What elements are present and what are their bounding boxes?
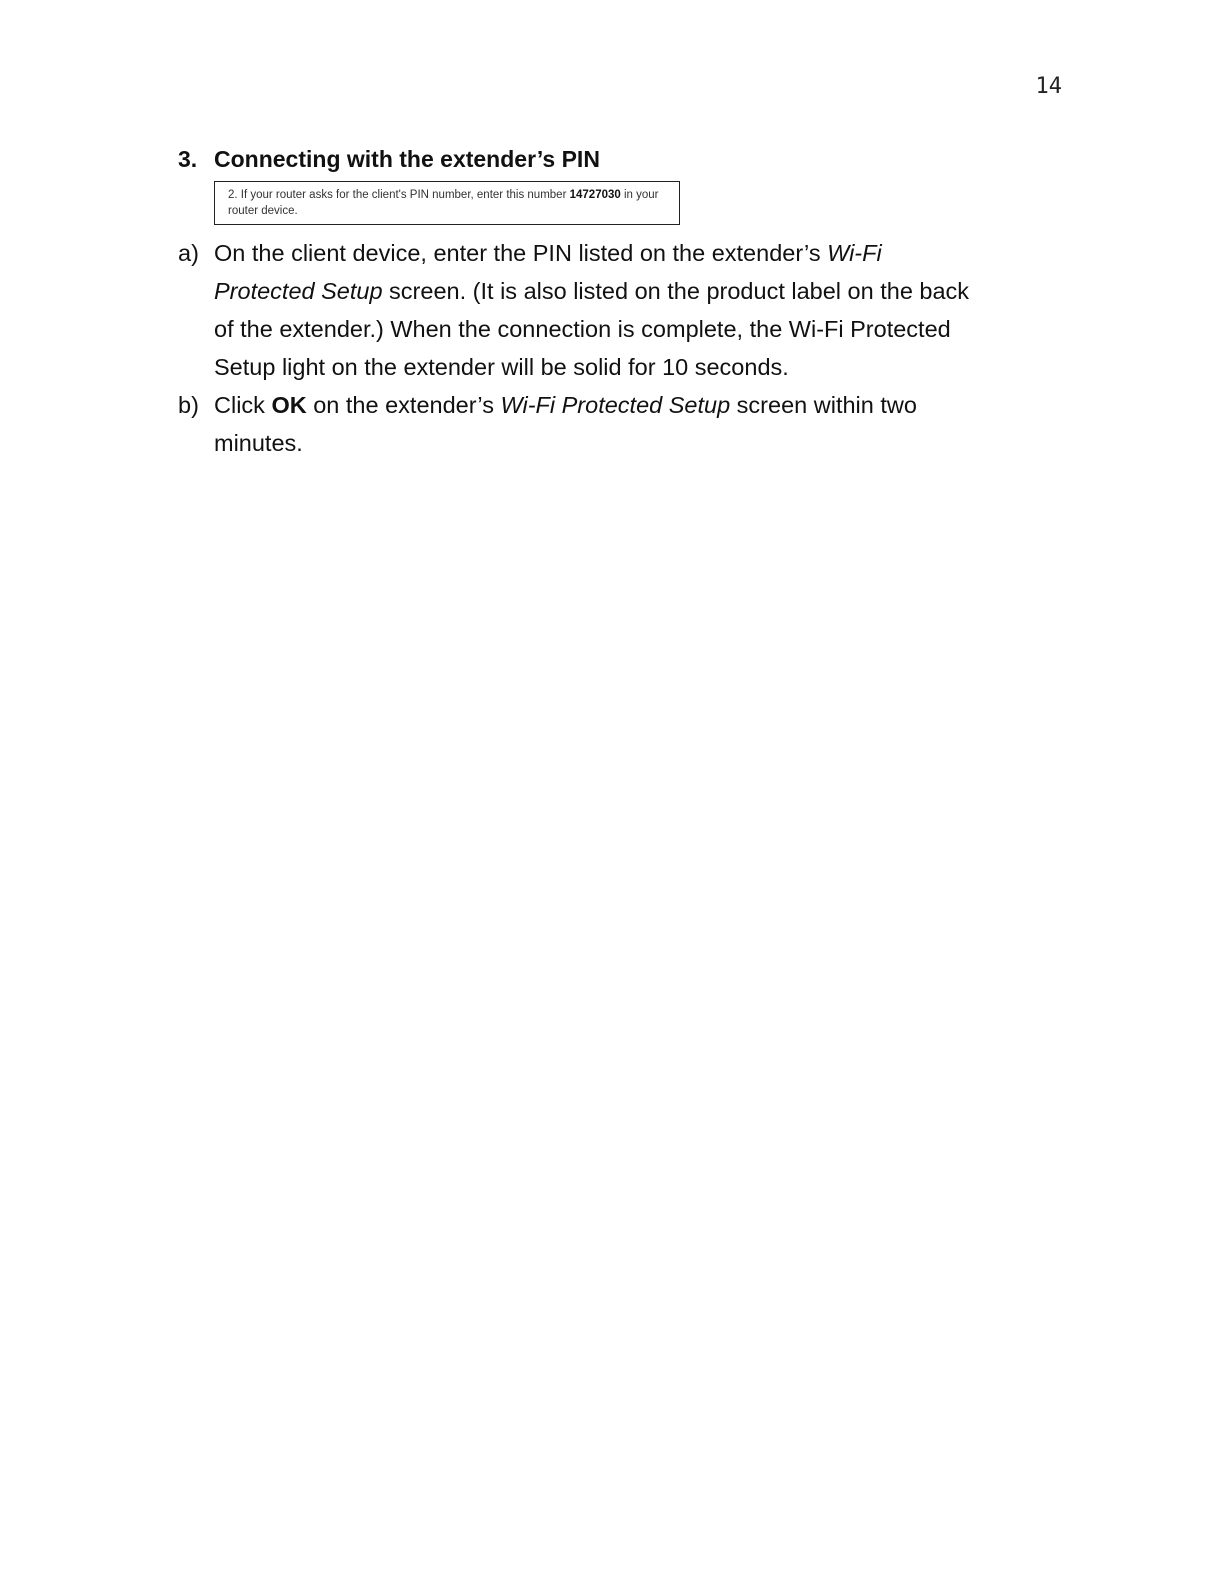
step-italic-term: Wi-Fi Protected Setup [500,392,731,418]
step-text-part: screen within two minutes. [214,392,917,456]
section-heading [178,146,600,173]
step-text-part: On the client device, enter the PIN listed on the extender’s [214,240,828,266]
page-number: 14 [1035,74,1062,99]
step-text-part: Click [214,392,272,418]
step-marker: b) [178,392,199,418]
screenshot-text-before: 2. If your router asks for the client's PIN number, enter this number [228,189,570,201]
step-text [214,234,984,386]
step-bold-term: OK [271,392,307,418]
screenshot-text-after: in your router device. [228,189,659,217]
step-item-b [178,386,998,462]
section-title: Connecting with the extender’s PIN [214,146,600,172]
step-text [214,386,984,462]
section-number: 3. [178,146,198,172]
pin-number: 14727030 [569,189,621,201]
step-item-a [178,234,998,386]
steps-list [178,234,998,462]
step-text-part: on the extender’s [306,392,501,418]
step-marker: a) [178,240,199,266]
pin-screenshot-box [214,181,680,225]
step-italic-term: Wi-Fi Protected Setup [214,240,882,304]
step-text-part: screen. (It is also listed on the product label on the back of the extender.) When the connection is complete, the Wi-Fi Protected Setup light on the extender will be solid for 10 seconds. [214,278,970,380]
